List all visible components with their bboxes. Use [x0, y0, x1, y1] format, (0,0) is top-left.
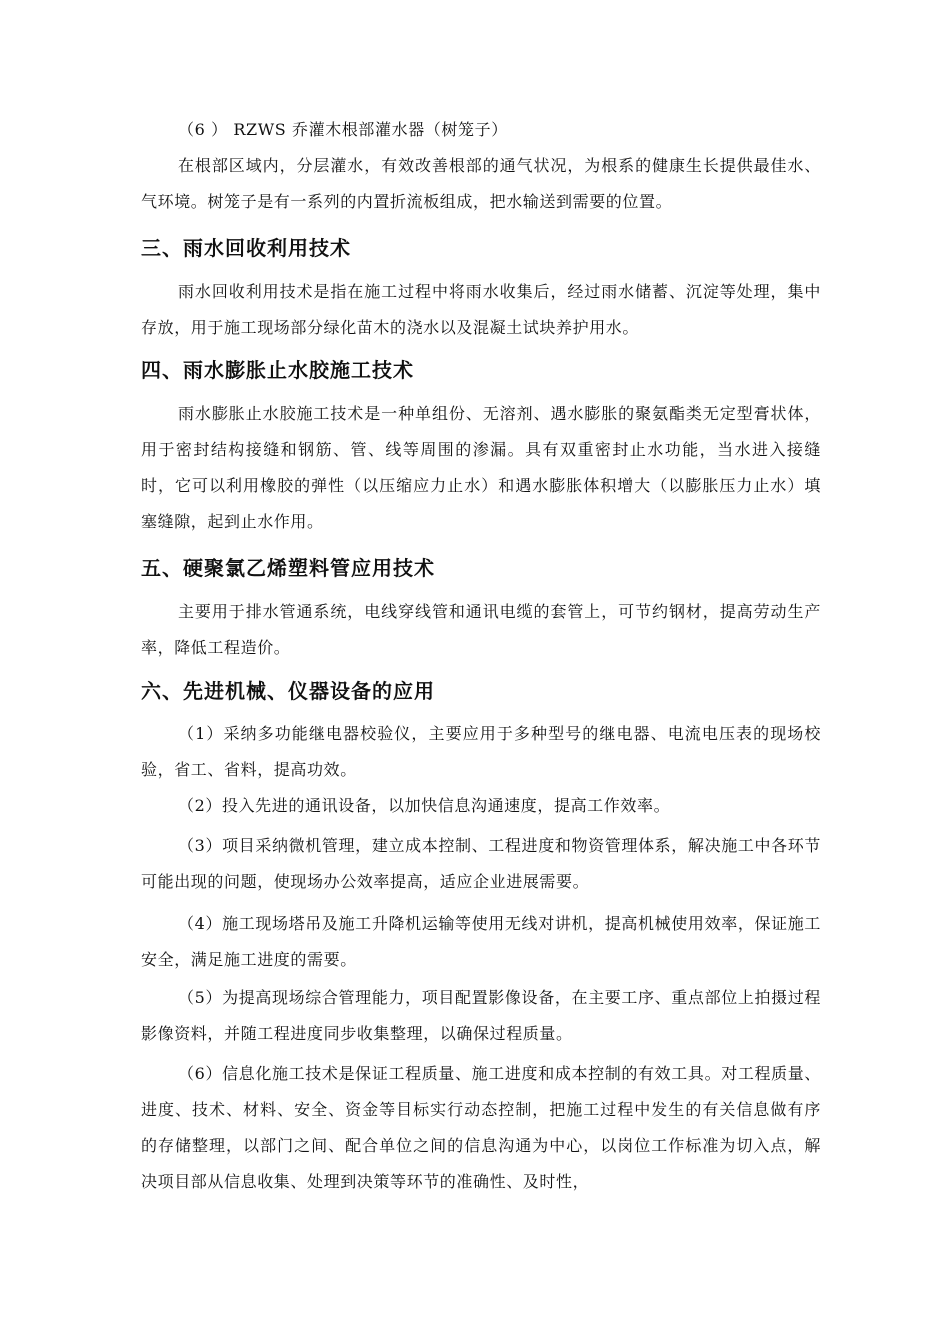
paragraph-pvc-pipe: 主要用于排水管通系统，电线穿线管和通讯电缆的套管上，可节约钢材，提高劳动生产率，降低工程造价。 — [141, 602, 821, 657]
heading-advanced-equipment: 六、先进机械、仪器设备的应用 — [141, 679, 435, 703]
paragraph-equipment-5: （5）为提高现场综合管理能力，项目配置影像设备，在主要工序、重点部位上拍摄过程影像资料，并随工程进度同步收集整理，以确保过程质量。 — [141, 988, 821, 1043]
heading-pvc-pipe: 五、硬聚氯乙烯塑料管应用技术 — [141, 556, 435, 580]
paragraph-swelling-sealant: 雨水膨胀止水胶施工技术是一种单组份、无溶剂、遇水膨胀的聚氨酯类无定型膏状体，用于密封结构接缝和钢筋、管、线等周围的渗漏。具有双重密封止水功能，当水进入接缝时，它可以利用橡胶的弹性（以压缩应力止水）和遇水膨胀体积增大（以膨胀压力止水）填塞缝隙，起到止水作用。 — [141, 404, 821, 531]
paragraph-equipment-6: （6）信息化施工技术是保证工程质量、施工进度和成本控制的有效工具。对工程质量、进度、技术、材料、安全、资金等目标实行动态控制，把施工过程中发生的有关信息做有序的存储整理，以部门之间、配合单位之间的信息沟通为中心，以岗位工作标准为切入点，解决项目部从信息收集、处理到决策等环节的准确性、及时性， — [141, 1064, 821, 1191]
paragraph-rainwater-recycling: 雨水回收利用技术是指在施工过程中将雨水收集后，经过雨水储蓄、沉淀等处理，集中存放，用于施工现场部分绿化苗木的浇水以及混凝土试块养护用水。 — [141, 282, 821, 337]
paragraph-tree-cage-title: （6 ） RZWS 乔灌木根部灌水器（树笼子） — [178, 120, 508, 139]
paragraph-equipment-3: （3）项目采纳微机管理，建立成本控制、工程进度和物资管理体系，解决施工中各环节可能出现的问题，使现场办公效率提高，适应企业进展需要。 — [141, 836, 821, 891]
paragraph-equipment-1: （1）采纳多功能继电器校验仪，主要应用于多种型号的继电器、电流电压表的现场校验，省工、省料，提高功效。 — [141, 724, 821, 779]
paragraph-equipment-4: （4）施工现场塔吊及施工升降机运输等使用无线对讲机，提高机械使用效率，保证施工安全，满足施工进度的需要。 — [141, 914, 821, 969]
paragraph-tree-cage-body: 在根部区域内，分层灌水，有效改善根部的通气状况，为根系的健康生长提供最佳水、气环境。树笼子是有一系列的内置折流板组成，把水输送到需要的位置。 — [141, 156, 821, 211]
heading-rainwater-recycling: 三、雨水回收利用技术 — [141, 236, 351, 260]
paragraph-equipment-2: （2）投入先进的通讯设备，以加快信息沟通速度，提高工作效率。 — [178, 796, 671, 815]
heading-swelling-sealant: 四、雨水膨胀止水胶施工技术 — [141, 358, 414, 382]
